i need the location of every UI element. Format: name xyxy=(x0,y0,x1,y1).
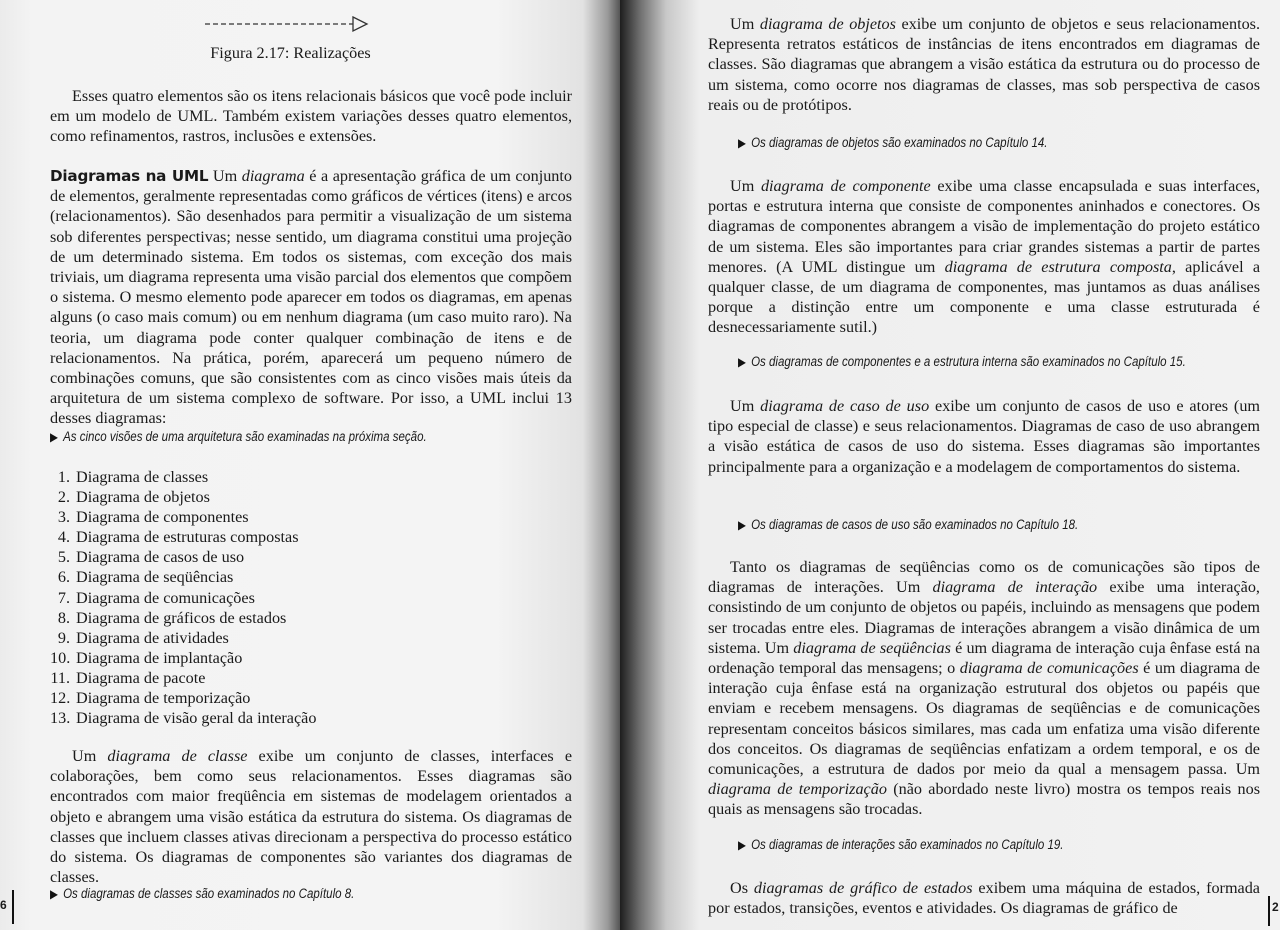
list-item-label: Diagrama de casos de uso xyxy=(76,548,245,567)
diagram-list-item xyxy=(50,547,550,567)
cross-reference: ▶ Os diagramas de classes são examinados no Capítulo 8. xyxy=(50,886,355,901)
pointer-triangle-icon: ▶ xyxy=(738,355,746,369)
list-item-number: 13. xyxy=(50,709,71,728)
list-item-number: 1. xyxy=(57,468,70,486)
pointer-triangle-icon: ▶ xyxy=(738,838,746,852)
list-item-label: Diagrama de pacote xyxy=(76,668,206,687)
list-item-label: Diagrama de gráficos de estados xyxy=(76,608,287,627)
list-item-number: 4. xyxy=(57,528,70,547)
list-item-number: 7. xyxy=(57,588,70,607)
diagram-list-item xyxy=(50,507,550,527)
list-item-label: Diagrama de atividades xyxy=(76,628,229,647)
diagram-list-item xyxy=(50,648,550,668)
list-item-label: Diagrama de estruturas compostas xyxy=(76,528,299,547)
right-page xyxy=(620,0,1280,930)
page-number-rule xyxy=(12,890,14,924)
list-item-number: 11. xyxy=(50,668,70,687)
usecase-diagram-paragraph: Um diagrama de caso de uso exibe um conjunto de casos de uso e atores (um tipo especial de classe) e seus relacionamentos. Diagramas de caso de uso abrangem a visão estática de casos de uso do sistema. Esses diagramas são importantes principalmente para a organização e a modelagem de comportamentos do sistema. xyxy=(708,397,1261,476)
list-item-number: 8. xyxy=(57,608,70,627)
list-item-number: 9. xyxy=(57,628,70,647)
diagram-list-item xyxy=(50,467,550,487)
statechart-diagram-paragraph: Os diagramas de gráfico de estados exibem uma máquina de estados, formada por estados, transições, eventos e atividades. Os diagramas de gráfico de xyxy=(708,879,1260,918)
list-item-label: Diagrama de componentes xyxy=(76,508,249,527)
list-item-number: 12. xyxy=(50,689,71,708)
list-item-label: Diagrama de seqüências xyxy=(76,568,234,587)
component-diagram-paragraph: Um diagrama de componente exibe uma classe encapsulada e suas interfaces, portas e estrutura interna que consiste de componentes aninhados e conectores. Os diagramas de componentes abrangem a visão de implementação do projeto estático de um sistema. Eles são importantes para criar grandes sistemas a partir de partes menores. (A UML distingue um diagrama de estrutura composta, aplicável a qualquer classe, de um diagrama de componentes, mas juntamos as duas análises porque a distinção entre um componente e uma classe estruturada é desnecessariamente sutil.) xyxy=(708,177,1261,337)
diagram-list xyxy=(50,467,550,728)
left-page xyxy=(0,0,620,930)
object-diagram-paragraph: Um diagrama de objetos exibe um conjunto de objetos e seus relacionamentos. Representa retratos estáticos de instâncias de itens encontrados em diagramas de classes. São diagramas que abrangem a visão estática da estrutura ou do processo de um sistema, como ocorre nos diagramas de classes, mas sob perspectiva de casos reais ou de protótipos. xyxy=(708,15,1261,114)
list-item-number: 6. xyxy=(57,568,70,587)
list-item-number: 2. xyxy=(57,488,70,507)
interaction-diagram-paragraph: Tanto os diagramas de seqüências como os de comunicações são tipos de diagramas de interações. Um diagrama de interação exibe uma interação, consistindo de um conjunto de objetos ou papéis, incluindo as mensagens que podem ser trocadas entre eles. Diagramas de interações abrangem a visão dinâmica de um sistema. Um diagrama de seqüências é um diagrama de interação cuja ênfase está na ordenação temporal das mensagens; o diagrama de comunicações é um diagrama de interação cuja ênfase está na organização estrutural dos objetos ou papéis que enviam e recebem mensagens. Os diagramas de seqüências e de comunicações representam conceitos básicos similares, mas cada um enfatiza uma visão diferente dos conceitos. Os diagramas de seqüências enfatizam a ordem temporal, e os de comunicações, a estrutura de dados por meio da qual a mensagem passa. Um diagrama de temporização (não abordado neste livro) mostra os tempos reais nos quais as mensagens são trocadas. xyxy=(708,558,1260,819)
realization-arrow-icon xyxy=(203,14,371,34)
list-item-number: 3. xyxy=(57,508,70,527)
section-heading: Diagramas na UML xyxy=(50,167,209,185)
diagram-list-item xyxy=(50,688,550,708)
list-item-number: 5. xyxy=(57,548,70,567)
pointer-triangle-icon: ▶ xyxy=(50,887,58,901)
page-number: 2 xyxy=(1272,900,1279,914)
diagram-list-item xyxy=(50,668,550,688)
list-item-label: Diagrama de implantação xyxy=(76,648,243,667)
figure-caption: Figura 2.17: Realizações xyxy=(210,44,371,62)
pointer-triangle-icon: ▶ xyxy=(738,136,746,150)
diagram-list-item xyxy=(50,628,550,648)
section-paragraph: Diagramas na UML Um diagrama é a apresentação gráfica de um conjunto de elementos, geralmente representadas como gráficos de vértices (itens) e arcos (relacionamentos). São desenhados para permitir a visualização de um sistema sob diferentes perspectivas; nesse sentido, um diagrama constitui uma projeção de um determinado sistema. Em todos os sistemas, com exceção dos mais triviais, um diagrama representa uma visão parcial dos elementos que compõem o sistema. O mesmo elemento pode aparecer em todos os diagramas, em apenas alguns (o caso mais comum) ou em nenhum diagrama (um caso muito raro). Na teoria, um diagrama pode conter qualquer combinação de itens e de relacionamentos. Na prática, porém, aparecerá um pequeno número de combinações comuns, que são consistentes com as cinco visões mais úteis da arquitetura de um sistema complexo de software. Por isso, a UML inclui 13 desses diagramas: xyxy=(50,167,572,428)
page-number: 6 xyxy=(0,898,7,912)
list-item-number: 10. xyxy=(50,648,71,667)
cross-reference: ▶ Os diagramas de componentes e a estrutura interna são examinados no Capítulo 15. xyxy=(738,354,1186,369)
cross-reference: ▶ As cinco visões de uma arquitetura são examinadas na próxima seção. xyxy=(50,429,427,444)
diagram-list-item xyxy=(50,527,550,547)
list-item-label: Diagrama de classes xyxy=(76,468,209,486)
cross-reference: ▶ Os diagramas de casos de uso são examinados no Capítulo 18. xyxy=(738,517,1079,532)
pointer-triangle-icon: ▶ xyxy=(50,430,58,444)
list-item-label: Diagrama de objetos xyxy=(76,488,210,507)
pointer-triangle-icon: ▶ xyxy=(738,518,746,532)
cross-reference: ▶ Os diagramas de objetos são examinados no Capítulo 14. xyxy=(738,135,1048,150)
list-item-label: Diagrama de visão geral da interação xyxy=(76,709,317,728)
diagram-list-item xyxy=(50,708,550,728)
diagram-list-item xyxy=(50,567,550,587)
class-diagram-paragraph: Um diagrama de classe exibe um conjunto de classes, interfaces e colaborações, bem como seus relacionamentos. Esses diagramas são encontrados com maior freqüência em sistemas de modelagem orientados a objeto e abrangem uma visão estática da estrutura do sistema. Os diagramas de classes que incluem classes ativas direcionam a perspectiva do processo estático do sistema. Os diagramas de componentes são variantes dos diagramas de classes. xyxy=(50,747,573,887)
intro-paragraph: Esses quatro elementos são os itens relacionais básicos que você pode incluir em um modelo de UML. Também existem variações desses quatro elementos, como refinamentos, rastros, inclusões e extensões. xyxy=(50,87,572,146)
list-item-label: Diagrama de comunicações xyxy=(76,588,255,607)
diagram-list-item xyxy=(50,588,550,608)
page-number-rule xyxy=(1268,896,1270,926)
diagram-list-item xyxy=(50,487,550,507)
diagram-list-item xyxy=(50,608,550,628)
cross-reference: ▶ Os diagramas de interações são examinados no Capítulo 19. xyxy=(738,837,1064,852)
list-item-label: Diagrama de temporização xyxy=(76,689,251,708)
